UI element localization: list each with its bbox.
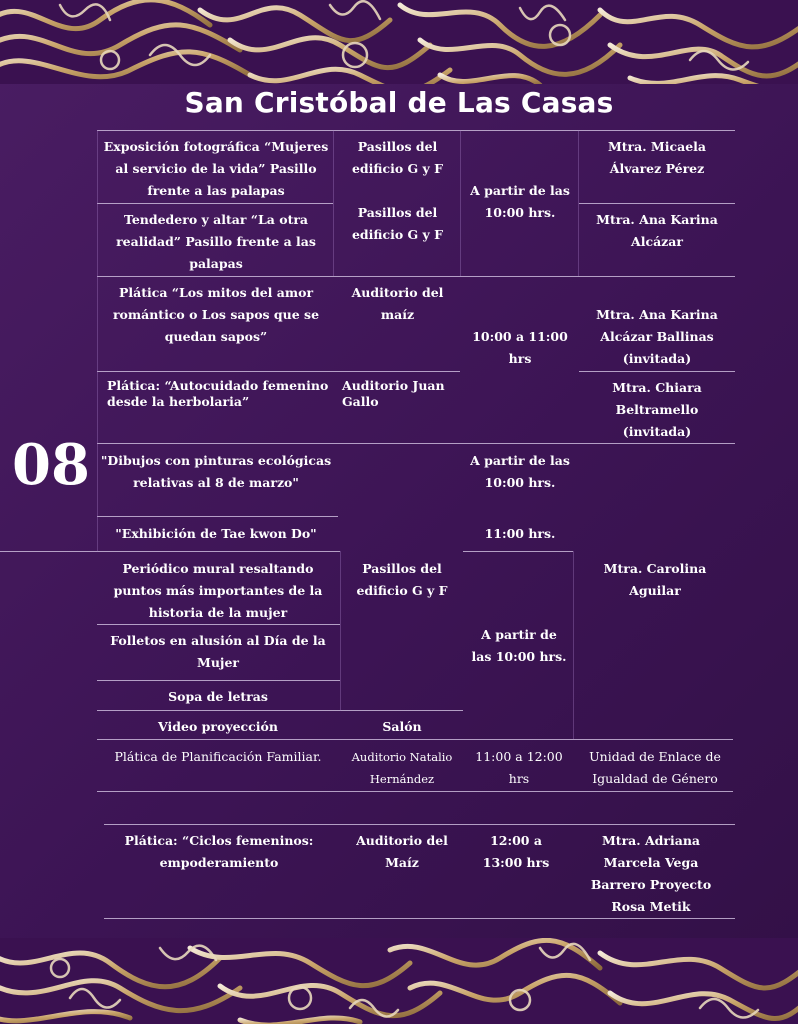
- place-cell: Salón: [382, 719, 422, 734]
- table-rule: [104, 918, 735, 919]
- responsible-cell: Mtra. Chiara Beltramello (invitada): [612, 380, 702, 439]
- table-rule: [97, 276, 735, 277]
- place-cell: Auditorio del maíz: [351, 285, 444, 322]
- table-rule: [97, 624, 340, 625]
- activity-cell: Plática “Los mitos del amor romántico o Los sapos que se quedan sapos”: [112, 285, 320, 344]
- table-rule: [97, 130, 98, 552]
- table-rule: [573, 551, 574, 739]
- activity-cell: Plática: “Ciclos femeninos: empoderamiento: [124, 833, 314, 870]
- table-rule: [578, 130, 579, 276]
- activity-cell: "Dibujos con pinturas ecológicas relativas al 8 de marzo": [100, 453, 332, 490]
- time-cell: A partir de las 10:00 hrs.: [471, 627, 567, 664]
- responsible-cell: Mtra. Ana Karina Alcázar: [596, 212, 718, 249]
- time-cell: A partir de las 10:00 hrs.: [470, 183, 570, 220]
- place-cell: Auditorio Juan Gallo: [342, 378, 445, 409]
- place-cell: Auditorio Natalio Hernández: [351, 750, 453, 786]
- table-rule: [579, 371, 735, 372]
- table-rule: [97, 791, 733, 792]
- table-rule: [97, 516, 338, 517]
- table-rule: [460, 130, 461, 276]
- decorative-pattern-bottom: [0, 938, 798, 1024]
- responsible-cell: Mtra. Ana Karina Alcázar Ballinas (invitada): [596, 307, 718, 366]
- table-rule: [0, 551, 340, 552]
- table-rule: [97, 739, 733, 740]
- time-cell: A partir de las 10:00 hrs.: [470, 453, 570, 490]
- activity-cell: Folletos en alusión al Día de la Mujer: [110, 633, 326, 670]
- responsible-cell: Mtra. Adriana Marcela Vega Barrero Proyecto Rosa Metik: [590, 833, 712, 914]
- table-rule: [97, 680, 340, 681]
- time-cell: 11:00 a 12:00 hrs: [475, 749, 563, 786]
- activity-cell: Periódico mural resaltando puntos más importantes de la historia de la mujer: [113, 561, 323, 620]
- activity-cell: Exposición fotográfica “Mujeres al servicio de la vida” Pasillo frente a las palapas: [103, 139, 329, 198]
- place-cell: Pasillos del edificio G y F: [351, 205, 444, 242]
- responsible-cell: Unidad de Enlace de Igualdad de Género: [589, 749, 721, 786]
- table-rule: [97, 203, 333, 204]
- table-rule: [97, 710, 463, 711]
- place-cell: Pasillos del edificio G y F: [351, 139, 444, 176]
- table-rule: [463, 551, 573, 552]
- table-rule: [579, 203, 735, 204]
- time-cell: 11:00 hrs.: [484, 526, 556, 541]
- responsible-cell: Mtra. Carolina Aguilar: [603, 561, 707, 598]
- table-rule: [340, 551, 341, 711]
- activity-cell: Plática: “Autocuidado femenino desde la herbolaria”: [107, 378, 329, 409]
- table-rule: [97, 371, 460, 372]
- responsible-cell: Mtra. Micaela Álvarez Pérez: [607, 139, 707, 176]
- day-number: 08: [12, 432, 90, 498]
- place-cell: Pasillos del edificio G y F: [356, 561, 448, 598]
- page-title: San Cristóbal de Las Casas: [184, 86, 614, 119]
- table-rule: [104, 824, 735, 825]
- activity-cell: Tendedero y altar “La otra realidad” Pasillo frente a las palapas: [116, 212, 316, 271]
- activity-cell: Video proyección: [158, 719, 278, 734]
- table-rule: [97, 130, 735, 131]
- activity-cell: Plática de Planificación Familiar.: [114, 749, 322, 764]
- table-rule: [333, 130, 334, 276]
- place-cell: Auditorio del Maíz: [356, 833, 448, 870]
- activity-cell: "Exhibición de Tae kwon Do": [115, 526, 317, 541]
- decorative-pattern-top: [0, 0, 798, 84]
- activity-cell: Sopa de letras: [168, 689, 268, 704]
- time-cell: 10:00 a 11:00 hrs: [472, 329, 568, 366]
- time-cell: 12:00 a 13:00 hrs: [482, 833, 550, 870]
- table-rule: [97, 443, 735, 444]
